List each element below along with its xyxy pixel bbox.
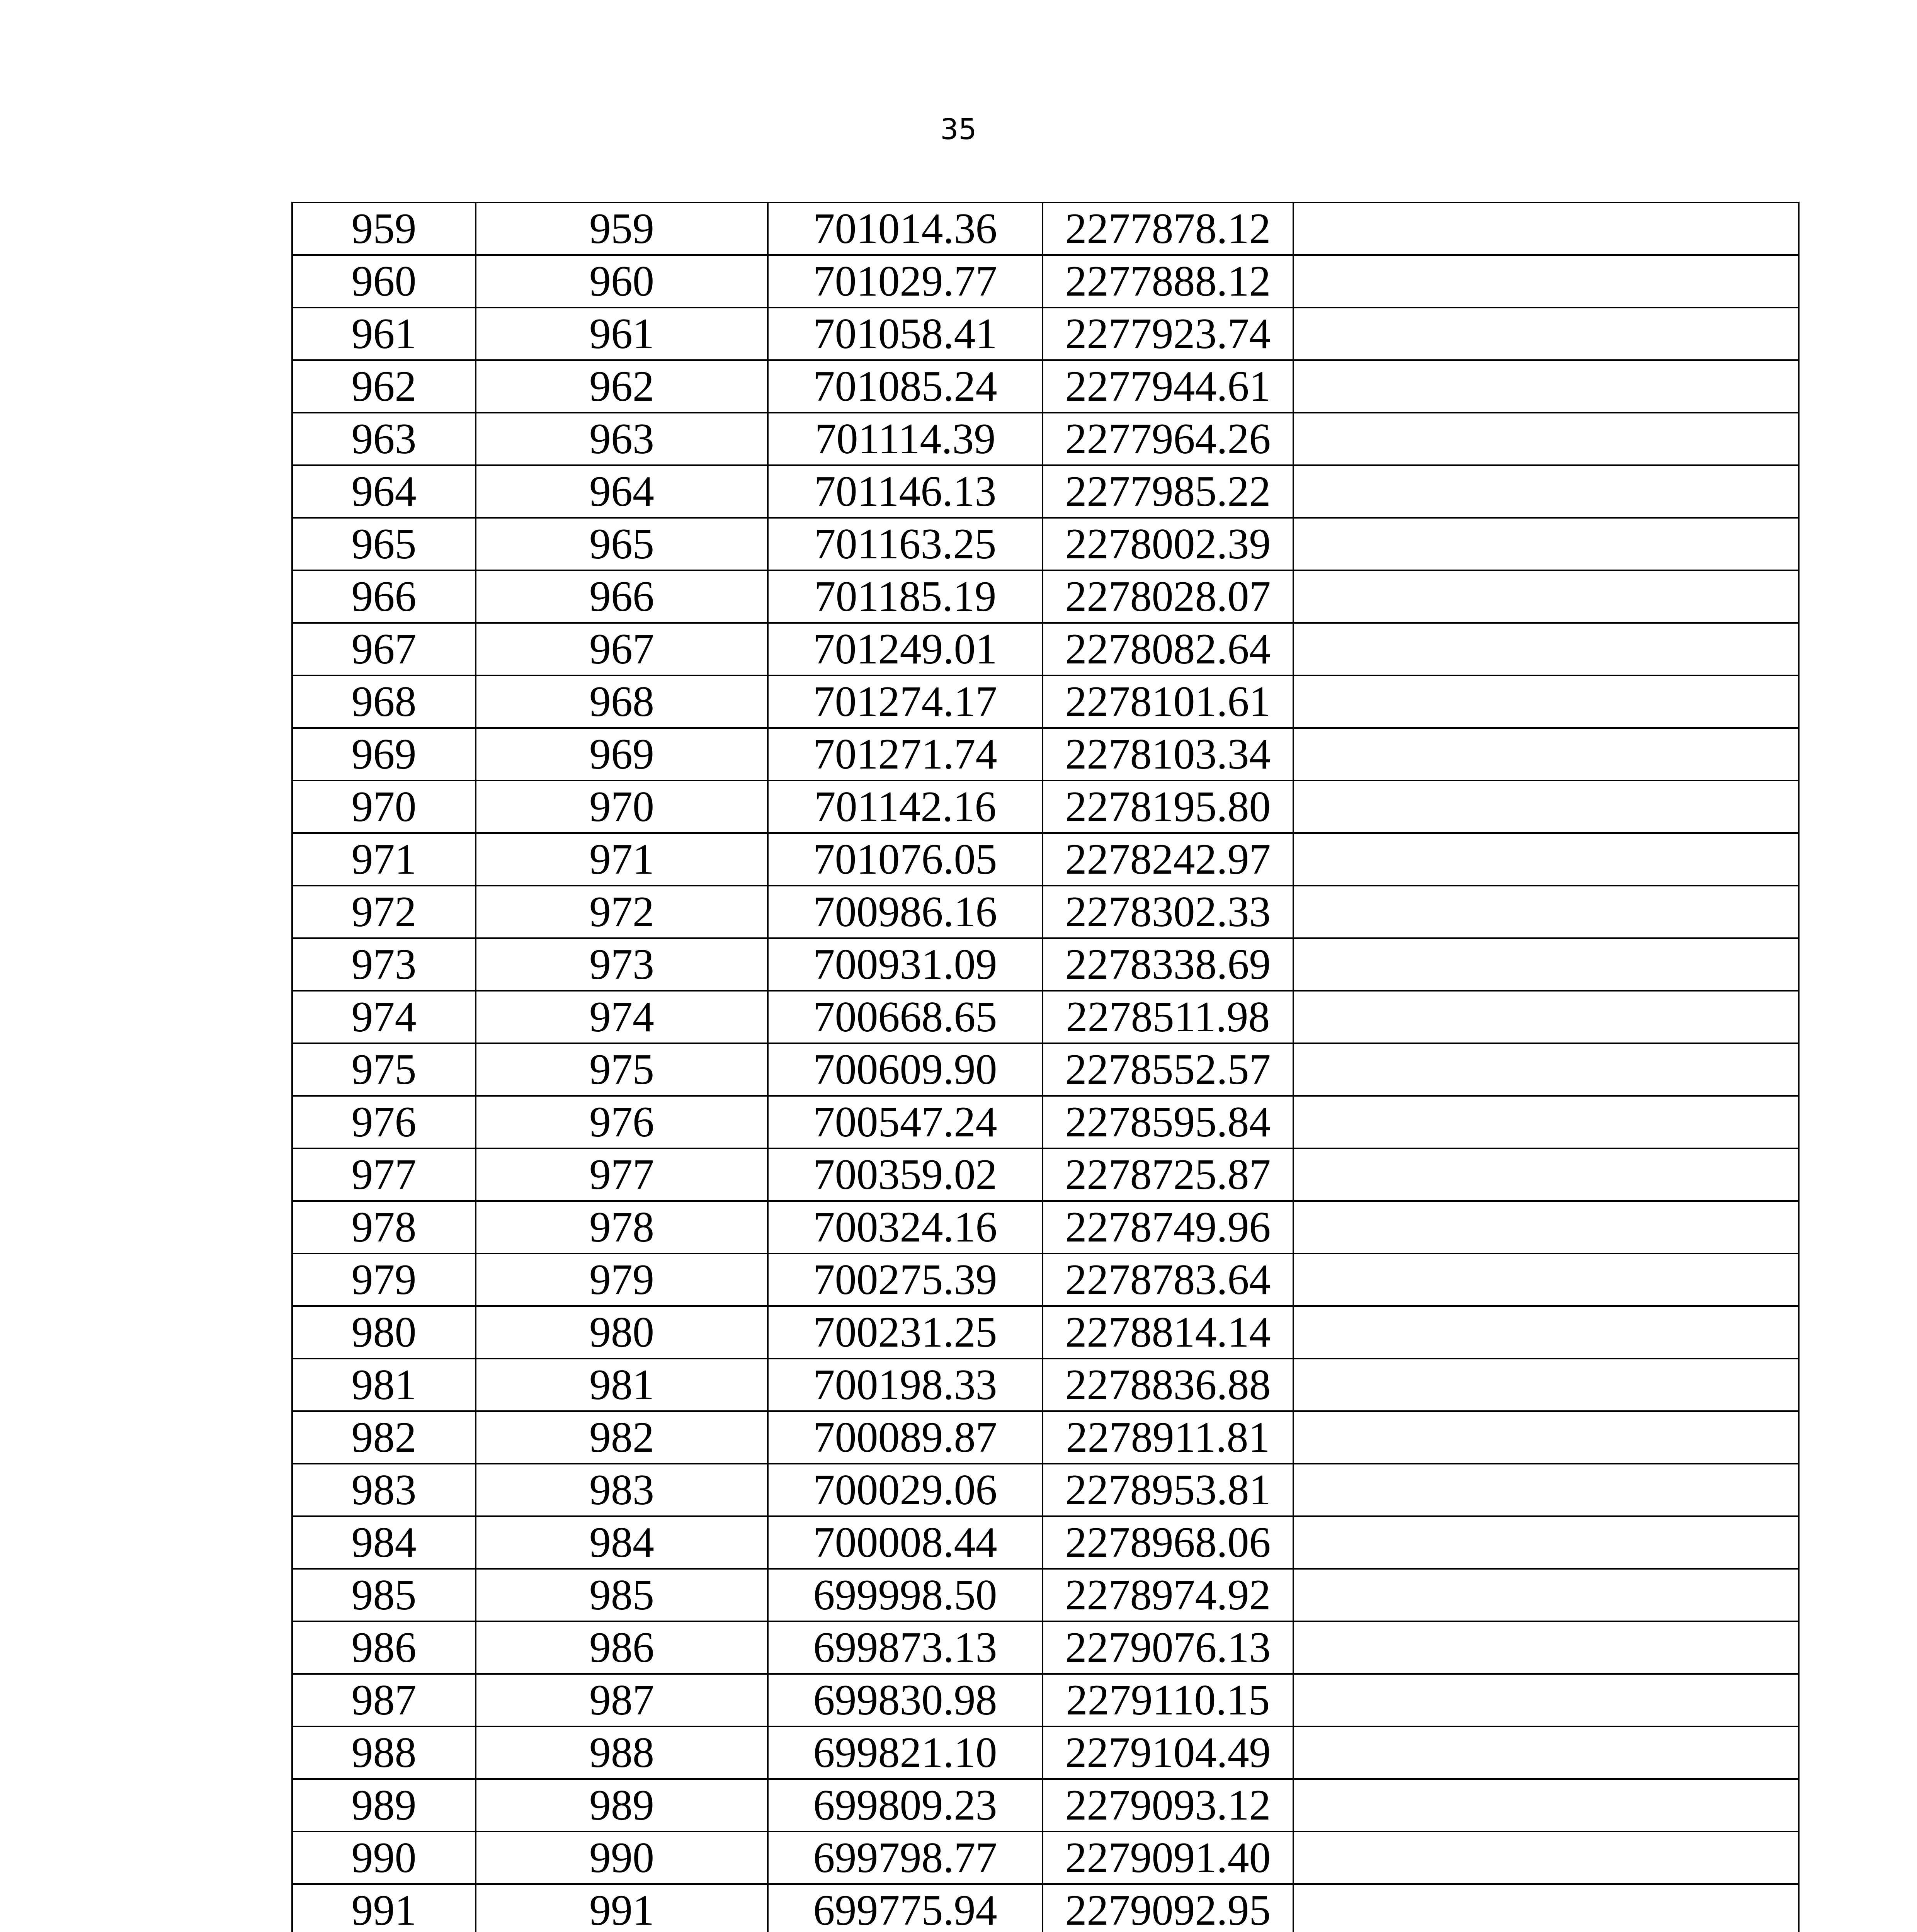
y-coordinate-cell: 2278511.98 — [1043, 991, 1293, 1043]
point-id-cell: 972 — [292, 886, 476, 938]
table-row — [292, 938, 1799, 991]
table-row — [292, 1516, 1799, 1569]
note-cell — [1293, 308, 1799, 360]
note-cell — [1293, 1359, 1799, 1411]
y-coordinate-cell: 2278002.39 — [1043, 518, 1293, 570]
note-cell — [1293, 518, 1799, 570]
table-row — [292, 1779, 1799, 1832]
x-coordinate-cell: 701146.13 — [768, 465, 1043, 518]
x-coordinate-cell: 701014.36 — [768, 202, 1043, 255]
note-cell — [1293, 623, 1799, 675]
point-number-cell: 972 — [476, 886, 768, 938]
y-coordinate-cell: 2278911.81 — [1043, 1411, 1293, 1464]
point-id-cell: 974 — [292, 991, 476, 1043]
point-id-cell: 973 — [292, 938, 476, 991]
note-cell — [1293, 1043, 1799, 1096]
y-coordinate-cell: 2278725.87 — [1043, 1148, 1293, 1201]
point-id-cell: 964 — [292, 465, 476, 518]
y-coordinate-cell: 2278338.69 — [1043, 938, 1293, 991]
y-coordinate-cell: 2278103.34 — [1043, 728, 1293, 781]
point-id-cell: 969 — [292, 728, 476, 781]
table-row — [292, 1674, 1799, 1726]
table-row — [292, 1621, 1799, 1674]
x-coordinate-cell: 701029.77 — [768, 255, 1043, 308]
point-number-cell: 981 — [476, 1359, 768, 1411]
y-coordinate-cell: 2278953.81 — [1043, 1464, 1293, 1516]
table-row — [292, 570, 1799, 623]
point-id-cell: 991 — [292, 1884, 476, 1932]
x-coordinate-cell: 701114.39 — [768, 413, 1043, 465]
y-coordinate-cell: 2279092.95 — [1043, 1884, 1293, 1932]
table-row — [292, 1569, 1799, 1621]
y-coordinate-cell: 2277944.61 — [1043, 360, 1293, 413]
point-id-cell: 987 — [292, 1674, 476, 1726]
note-cell — [1293, 886, 1799, 938]
point-id-cell: 977 — [292, 1148, 476, 1201]
table-row — [292, 1359, 1799, 1411]
point-id-cell: 966 — [292, 570, 476, 623]
table-row — [292, 833, 1799, 886]
note-cell — [1293, 1569, 1799, 1621]
point-number-cell: 989 — [476, 1779, 768, 1832]
point-id-cell: 976 — [292, 1096, 476, 1148]
table-row — [292, 360, 1799, 413]
y-coordinate-cell: 2277888.12 — [1043, 255, 1293, 308]
y-coordinate-cell: 2279110.15 — [1043, 1674, 1293, 1726]
y-coordinate-cell: 2277985.22 — [1043, 465, 1293, 518]
x-coordinate-cell: 700668.65 — [768, 991, 1043, 1043]
point-id-cell: 975 — [292, 1043, 476, 1096]
point-id-cell: 983 — [292, 1464, 476, 1516]
point-id-cell: 968 — [292, 675, 476, 728]
note-cell — [1293, 1832, 1799, 1884]
point-id-cell: 961 — [292, 308, 476, 360]
point-number-cell: 976 — [476, 1096, 768, 1148]
x-coordinate-cell: 701142.16 — [768, 781, 1043, 833]
x-coordinate-cell: 700008.44 — [768, 1516, 1043, 1569]
point-number-cell: 966 — [476, 570, 768, 623]
point-number-cell: 970 — [476, 781, 768, 833]
note-cell — [1293, 1674, 1799, 1726]
x-coordinate-cell: 700609.90 — [768, 1043, 1043, 1096]
point-number-cell: 963 — [476, 413, 768, 465]
x-coordinate-cell: 701274.17 — [768, 675, 1043, 728]
note-cell — [1293, 1516, 1799, 1569]
point-number-cell: 984 — [476, 1516, 768, 1569]
table-row — [292, 255, 1799, 308]
x-coordinate-cell: 700986.16 — [768, 886, 1043, 938]
point-id-cell: 979 — [292, 1253, 476, 1306]
point-number-cell: 990 — [476, 1832, 768, 1884]
y-coordinate-cell: 2278242.97 — [1043, 833, 1293, 886]
point-number-cell: 973 — [476, 938, 768, 991]
x-coordinate-cell: 701076.05 — [768, 833, 1043, 886]
point-number-cell: 979 — [476, 1253, 768, 1306]
table-row — [292, 465, 1799, 518]
point-number-cell: 975 — [476, 1043, 768, 1096]
note-cell — [1293, 1201, 1799, 1253]
note-cell — [1293, 1621, 1799, 1674]
y-coordinate-cell: 2279104.49 — [1043, 1726, 1293, 1779]
note-cell — [1293, 202, 1799, 255]
x-coordinate-cell: 701271.74 — [768, 728, 1043, 781]
table-row — [292, 1043, 1799, 1096]
y-coordinate-cell: 2277878.12 — [1043, 202, 1293, 255]
point-number-cell: 965 — [476, 518, 768, 570]
coordinates-table — [291, 202, 1800, 1932]
table-row — [292, 886, 1799, 938]
point-number-cell: 978 — [476, 1201, 768, 1253]
y-coordinate-cell: 2278836.88 — [1043, 1359, 1293, 1411]
point-number-cell: 968 — [476, 675, 768, 728]
point-number-cell: 971 — [476, 833, 768, 886]
point-id-cell: 960 — [292, 255, 476, 308]
point-id-cell: 986 — [292, 1621, 476, 1674]
note-cell — [1293, 1253, 1799, 1306]
table-row — [292, 728, 1799, 781]
point-id-cell: 970 — [292, 781, 476, 833]
point-id-cell: 982 — [292, 1411, 476, 1464]
point-id-cell: 971 — [292, 833, 476, 886]
x-coordinate-cell: 700231.25 — [768, 1306, 1043, 1359]
y-coordinate-cell: 2278302.33 — [1043, 886, 1293, 938]
x-coordinate-cell: 700931.09 — [768, 938, 1043, 991]
y-coordinate-cell: 2278028.07 — [1043, 570, 1293, 623]
x-coordinate-cell: 701058.41 — [768, 308, 1043, 360]
x-coordinate-cell: 701185.19 — [768, 570, 1043, 623]
point-id-cell: 965 — [292, 518, 476, 570]
note-cell — [1293, 938, 1799, 991]
coordinates-table-body — [292, 202, 1799, 1932]
note-cell — [1293, 1148, 1799, 1201]
y-coordinate-cell: 2278749.96 — [1043, 1201, 1293, 1253]
x-coordinate-cell: 699821.10 — [768, 1726, 1043, 1779]
point-number-cell: 960 — [476, 255, 768, 308]
point-number-cell: 967 — [476, 623, 768, 675]
note-cell — [1293, 1306, 1799, 1359]
y-coordinate-cell: 2278082.64 — [1043, 623, 1293, 675]
table-row — [292, 1726, 1799, 1779]
point-number-cell: 969 — [476, 728, 768, 781]
point-number-cell: 962 — [476, 360, 768, 413]
point-number-cell: 987 — [476, 1674, 768, 1726]
note-cell — [1293, 1779, 1799, 1832]
note-cell — [1293, 1096, 1799, 1148]
y-coordinate-cell: 2277923.74 — [1043, 308, 1293, 360]
point-number-cell: 964 — [476, 465, 768, 518]
x-coordinate-cell: 699830.98 — [768, 1674, 1043, 1726]
point-number-cell: 974 — [476, 991, 768, 1043]
table-row — [292, 413, 1799, 465]
table-row — [292, 518, 1799, 570]
note-cell — [1293, 1464, 1799, 1516]
note-cell — [1293, 1411, 1799, 1464]
note-cell — [1293, 991, 1799, 1043]
y-coordinate-cell: 2278595.84 — [1043, 1096, 1293, 1148]
x-coordinate-cell: 701249.01 — [768, 623, 1043, 675]
table-row — [292, 1464, 1799, 1516]
note-cell — [1293, 833, 1799, 886]
point-number-cell: 985 — [476, 1569, 768, 1621]
note-cell — [1293, 675, 1799, 728]
table-row — [292, 1148, 1799, 1201]
y-coordinate-cell: 2278195.80 — [1043, 781, 1293, 833]
table-row — [292, 675, 1799, 728]
x-coordinate-cell: 700029.06 — [768, 1464, 1043, 1516]
table-row — [292, 308, 1799, 360]
y-coordinate-cell: 2279076.13 — [1043, 1621, 1293, 1674]
point-number-cell: 982 — [476, 1411, 768, 1464]
table-row — [292, 1832, 1799, 1884]
x-coordinate-cell: 700275.39 — [768, 1253, 1043, 1306]
x-coordinate-cell: 700089.87 — [768, 1411, 1043, 1464]
table-row — [292, 1253, 1799, 1306]
x-coordinate-cell: 700324.16 — [768, 1201, 1043, 1253]
note-cell — [1293, 255, 1799, 308]
table-row — [292, 1411, 1799, 1464]
table-row — [292, 991, 1799, 1043]
x-coordinate-cell: 700198.33 — [768, 1359, 1043, 1411]
point-id-cell: 959 — [292, 202, 476, 255]
note-cell — [1293, 781, 1799, 833]
table-row — [292, 1306, 1799, 1359]
x-coordinate-cell: 699809.23 — [768, 1779, 1043, 1832]
x-coordinate-cell: 699775.94 — [768, 1884, 1043, 1932]
note-cell — [1293, 465, 1799, 518]
table-row — [292, 202, 1799, 255]
point-number-cell: 986 — [476, 1621, 768, 1674]
x-coordinate-cell: 700359.02 — [768, 1148, 1043, 1201]
y-coordinate-cell: 2278968.06 — [1043, 1516, 1293, 1569]
table-row — [292, 1884, 1799, 1932]
point-id-cell: 988 — [292, 1726, 476, 1779]
y-coordinate-cell: 2278552.57 — [1043, 1043, 1293, 1096]
table-row — [292, 1201, 1799, 1253]
note-cell — [1293, 570, 1799, 623]
table-row — [292, 1096, 1799, 1148]
point-number-cell: 980 — [476, 1306, 768, 1359]
x-coordinate-cell: 701085.24 — [768, 360, 1043, 413]
y-coordinate-cell: 2277964.26 — [1043, 413, 1293, 465]
point-id-cell: 989 — [292, 1779, 476, 1832]
point-id-cell: 978 — [292, 1201, 476, 1253]
x-coordinate-cell: 699873.13 — [768, 1621, 1043, 1674]
y-coordinate-cell: 2279091.40 — [1043, 1832, 1293, 1884]
y-coordinate-cell: 2278101.61 — [1043, 675, 1293, 728]
point-number-cell: 961 — [476, 308, 768, 360]
page-number: 35 — [940, 113, 977, 146]
y-coordinate-cell: 2278974.92 — [1043, 1569, 1293, 1621]
point-id-cell: 980 — [292, 1306, 476, 1359]
point-id-cell: 981 — [292, 1359, 476, 1411]
x-coordinate-cell: 701163.25 — [768, 518, 1043, 570]
note-cell — [1293, 1884, 1799, 1932]
point-id-cell: 967 — [292, 623, 476, 675]
point-id-cell: 990 — [292, 1832, 476, 1884]
point-number-cell: 988 — [476, 1726, 768, 1779]
point-id-cell: 984 — [292, 1516, 476, 1569]
y-coordinate-cell: 2278814.14 — [1043, 1306, 1293, 1359]
point-number-cell: 991 — [476, 1884, 768, 1932]
y-coordinate-cell: 2279093.12 — [1043, 1779, 1293, 1832]
x-coordinate-cell: 700547.24 — [768, 1096, 1043, 1148]
note-cell — [1293, 413, 1799, 465]
point-id-cell: 963 — [292, 413, 476, 465]
point-id-cell: 985 — [292, 1569, 476, 1621]
note-cell — [1293, 360, 1799, 413]
table-row — [292, 623, 1799, 675]
note-cell — [1293, 728, 1799, 781]
point-number-cell: 959 — [476, 202, 768, 255]
point-number-cell: 983 — [476, 1464, 768, 1516]
x-coordinate-cell: 699798.77 — [768, 1832, 1043, 1884]
x-coordinate-cell: 699998.50 — [768, 1569, 1043, 1621]
y-coordinate-cell: 2278783.64 — [1043, 1253, 1293, 1306]
point-id-cell: 962 — [292, 360, 476, 413]
table-row — [292, 781, 1799, 833]
point-number-cell: 977 — [476, 1148, 768, 1201]
note-cell — [1293, 1726, 1799, 1779]
